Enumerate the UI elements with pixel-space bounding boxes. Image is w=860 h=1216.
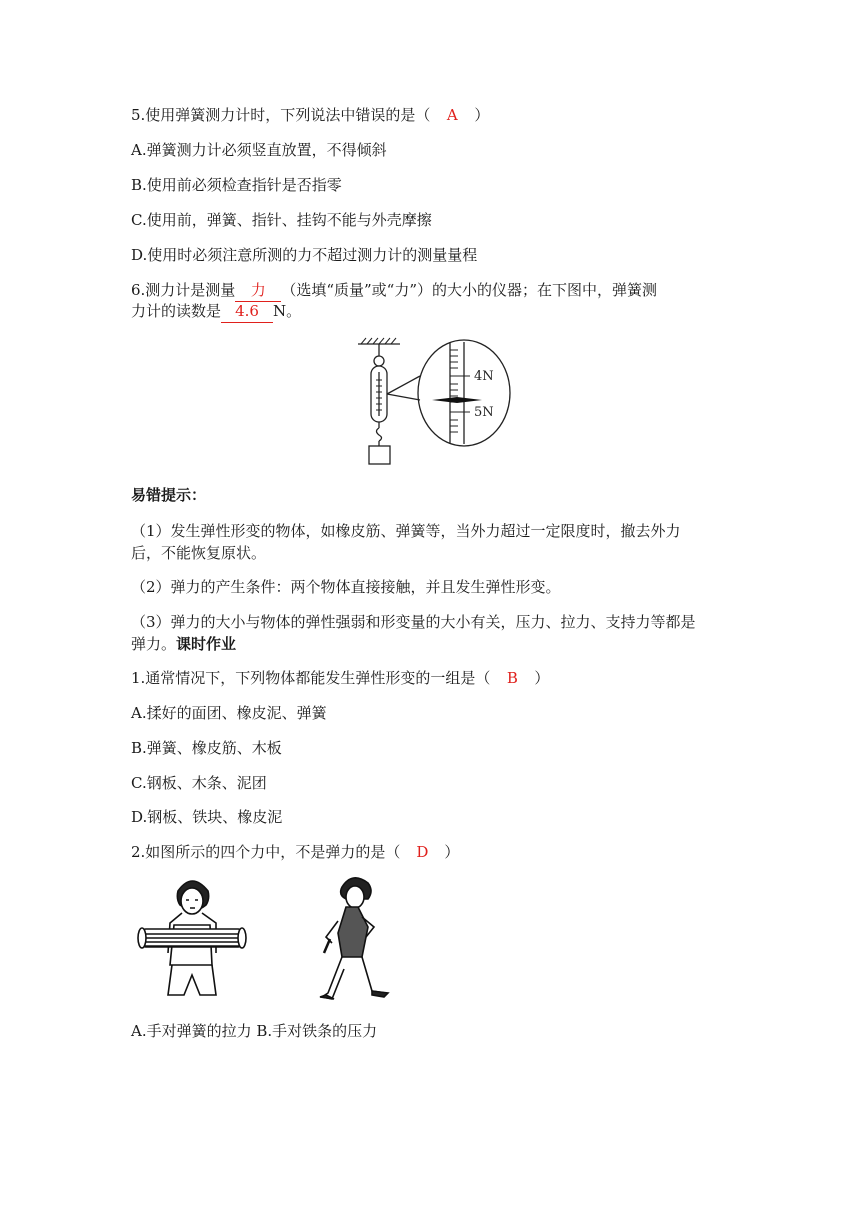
hw2-stem: 2.如图所示的四个力中，不是弹力的是（ D ） [131,843,460,861]
q5-option-c: C.使用前，弹簧、指针、挂钩不能与外壳摩擦 [131,211,432,229]
hw1-option-d: D.钢板、铁块、橡皮泥 [131,808,283,826]
tip-2: （2）弹力的产生条件：两个物体直接接触，并且发生弹性形变。 [131,578,561,596]
hw2-answer: D [416,843,429,861]
tips-title: 易错提示： [131,486,207,504]
q5-option-b: B.使用前必须检查指针是否指零 [131,176,342,194]
q5-stem: 5.使用弹簧测力计时，下列说法中错误的是（ A ） [131,106,490,124]
figure-b-pressing-iron [312,873,408,1003]
q5-option-d: D.使用时必须注意所测的力不超过测力计的测量量程 [131,246,478,264]
hw1-stem: 1.通常情况下，下列物体都能发生弹性形变的一组是（ B ） [131,669,550,687]
spring-scale-figure [352,336,516,470]
tip-3-line1: （3）弹力的大小与物体的弹性强弱和形变量的大小有关，压力、拉力、支持力等都是 [131,613,696,631]
q6-line2: 力计的读数是 4.6 N。 [131,300,301,323]
hw1-option-a: A.揉好的面团、橡皮泥、弹簧 [131,704,327,722]
tip-3-line2: 弹力。课时作业 [131,635,237,653]
homework-title: 课时作业 [176,635,237,653]
hw1-option-b: B.弹簧、橡皮筋、木板 [131,739,282,757]
q5-option-a: A.弹簧测力计必须竖直放置，不得倾斜 [131,141,387,159]
hw2-captions: A.手对弹簧的拉力 B.手对铁条的压力 [131,1022,378,1040]
scale-label-4n: 4N [474,369,494,384]
hw1-answer: B [506,669,518,687]
q6-blank-reading: 4.6 [221,300,273,323]
q6-line1: 6.测力计是测量 力 （选填“质量”或“力”）的大小的仪器；在下图中，弹簧测 [131,279,657,302]
tip-1-line1: （1）发生弹性形变的物体，如橡皮筋、弹簧等，当外力超过一定限度时，撤去外力 [131,522,681,540]
tip-1-line2: 后，不能恢复原状。 [131,544,267,562]
q5-answer: A [446,106,458,124]
figure-a-stretching-spring [134,873,250,1003]
q6-blank-force: 力 [235,279,281,302]
hw1-option-c: C.钢板、木条、泥团 [131,774,267,792]
scale-label-5n: 5N [474,405,494,420]
